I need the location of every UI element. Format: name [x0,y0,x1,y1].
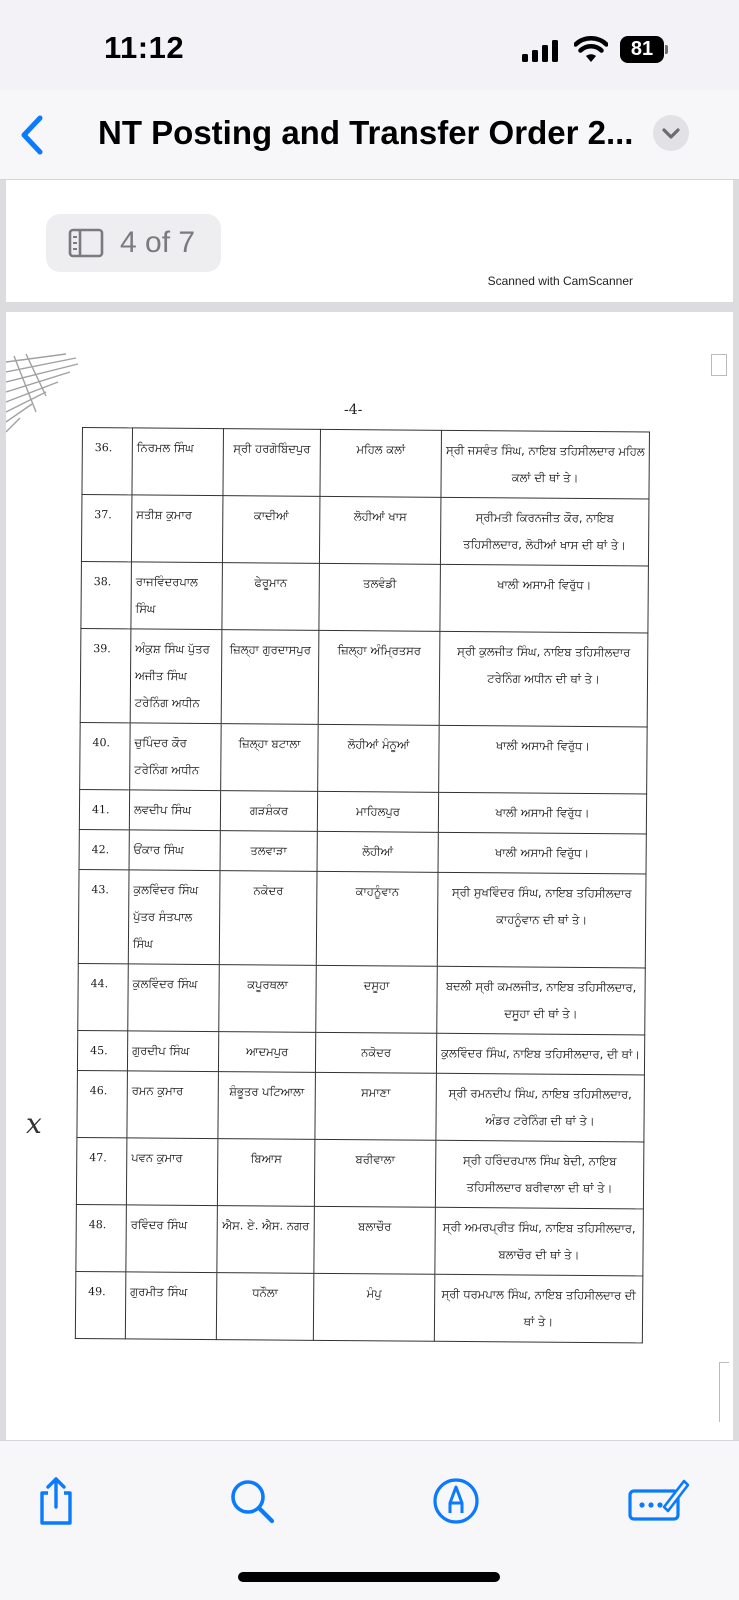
serial-number-cell: 36. [82,428,133,495]
chevron-down-icon [653,115,689,151]
markup-pen-icon [428,1473,484,1529]
remark-cell: ਖਾਲੀ ਅਸਾਮੀ ਵਿਰੁੱਧ। [438,832,646,874]
to-station-cell: ਨਕੋਦਰ [315,1032,436,1073]
chevron-left-icon [14,112,54,158]
from-station-cell: ਫੇਰੂਮਾਨ [222,563,320,631]
remark-cell: ਸ੍ਰੀ ਜਸਵੰਤ ਸਿੰਘ, ਨਾਇਬ ਤਹਿਸੀਲਦਾਰ ਮਹਿਲ ਕਲਾਂ ਦੀ ਥਾਂ ਤੇ। [441,430,650,499]
table-row [80,628,648,726]
name-cell: ਪਵਨ ਕੁਮਾਰ [126,1138,218,1206]
share-button[interactable] [28,1473,84,1529]
document-title[interactable]: NT Posting and Transfer Order 2... [98,114,634,151]
markup-button[interactable] [428,1473,484,1529]
handwritten-margin-mark: x [26,1107,42,1140]
table-row [78,869,646,967]
from-station-cell: ਧਨੌਲਾ [216,1273,314,1341]
table-row [81,561,649,632]
navigation-bar [0,90,739,180]
name-cell: ਸਤੀਸ਼ ਕੁਮਾਰ [131,495,223,563]
name-cell: ਚੁਪਿੰਦਰ ਕੌਰ ਟਰੇਨਿੰਗ ਅਧੀਨ [130,723,222,791]
table-row [77,1070,645,1141]
from-station-cell: ਕਾਦੀਆਂ [222,496,320,564]
name-cell: ਗੁਰਮੀਤ ਸਿੰਘ [125,1272,217,1340]
title-menu-button[interactable] [653,115,689,151]
name-cell: ਰਮਨ ਕੁਮਾਰ [127,1071,219,1139]
serial-number-cell: 38. [81,561,132,628]
from-station-cell: ਆਦਮਪੁਰ [218,1032,315,1073]
home-indicator [238,1572,500,1582]
transfer-table [75,427,650,1343]
remark-cell: ਖਾਲੀ ਅਸਾਮੀ ਵਿਰੁੱਧ। [439,725,648,794]
to-station-cell: ਲੋਹੀਆਂ ਮੰਨੂਆਂ [318,724,440,792]
to-station-cell: ਬਲਾਚੌਰ [314,1206,436,1274]
wifi-icon [574,36,608,64]
battery-level: 81 [620,36,664,63]
scanner-watermark: Scanned with CamScanner [487,274,633,288]
serial-number-cell: 45. [77,1030,127,1070]
to-station-cell: ਜ਼ਿਲ੍ਹਾ ਅੰਮ੍ਰਿਤਸਰ [318,630,440,725]
scan-edge [719,1362,729,1422]
serial-number-cell: 46. [77,1070,128,1137]
cellular-signal-icon [522,40,558,62]
status-time: 11:12 [104,30,185,65]
from-station-cell: ਤਲਵਾੜਾ [220,831,317,872]
name-cell: ਨਿਰਮਲ ਸਿੰਘ [132,428,224,496]
table-row [78,963,646,1034]
table-row [79,829,646,873]
search-button[interactable] [224,1473,280,1529]
from-station-cell: ਜ਼ਿਲ੍ਹਾ ਬਟਾਲਾ [221,724,319,792]
table-row [81,495,649,566]
serial-number-cell: 43. [78,869,129,963]
page-indicator[interactable] [46,214,221,272]
name-cell: ਲਵਦੀਪ ਸਿੰਘ [129,790,220,831]
from-station-cell: ਸ਼ੰਭੂਤਰ ਪਟਿਆਲਾ [218,1072,316,1140]
from-station-cell: ਨਕੋਦਰ [219,871,317,966]
share-icon [28,1473,84,1529]
sidebar-icon [68,228,104,258]
name-cell: ਕੁਲਵਿੰਦਰ ਸਿੰਘ [128,964,220,1032]
previous-page-bottom [6,180,733,302]
to-station-cell: ਲੋਹੀਆਂ ਖਾਸ [319,496,441,564]
from-station-cell: ਐਸ. ਏ. ਐਸ. ਨਗਰ [217,1206,315,1274]
document-page [6,312,733,1440]
from-station-cell: ਬਿਆਸ [217,1139,315,1207]
remark-cell: ਸ੍ਰੀ ਕੁਲਜੀਤ ਸਿੰਘ, ਨਾਇਬ ਤਹਿਸੀਲਦਾਰ ਟਰੇਨਿੰਗ ਅਧੀਨ ਦੀ ਥਾਂ ਤੇ। [439,631,648,727]
name-cell: ਰਵਿੰਦਰ ਸਿੰਘ [126,1205,218,1273]
table-row [79,789,646,833]
remark-cell: ਸ੍ਰੀ ਸੁਖਵਿੰਦਰ ਸਿੰਘ, ਨਾਇਬ ਤਹਿਸੀਲਦਾਰ ਕਾਹਨੂੰਵਾਨ ਦੀ ਥਾਂ ਤੇ। [437,872,646,968]
remark-cell: ਸ੍ਰੀਮਤੀ ਕਿਰਨਜੀਤ ਕੌਰ, ਨਾਇਬ ਤਹਿਸੀਲਦਾਰ, ਲੋਹੀਆਂ ਖਾਸ ਦੀ ਥਾਂ ਤੇ। [440,497,649,566]
to-station-cell: ਮੰਪੁ [313,1273,435,1341]
name-cell: ਕੁਲਵਿੰਦਰ ਸਿੰਘ ਪੁੱਤਰ ਸੰਤਪਾਲ ਸਿੰਘ [128,870,220,965]
document-viewer[interactable] [0,180,739,1440]
table-row [75,1271,643,1342]
from-station-cell: ਕਪੂਰਥਲਾ [219,965,317,1033]
back-button[interactable] [14,112,54,158]
table-row [80,722,648,793]
serial-number-cell: 44. [78,963,129,1030]
to-station-cell: ਕਾਹਨੂੰਵਾਨ [316,871,438,966]
serial-number-cell: 40. [80,722,131,789]
table-row [76,1137,644,1208]
name-cell: ਓਂਕਾਰ ਸਿੰਘ [129,830,220,871]
to-station-cell: ਦਸੂਹਾ [316,965,438,1033]
to-station-cell: ਤਲਵੰਡੀ [319,563,441,631]
remark-cell: ਸ੍ਰੀ ਹਰਿੰਦਰਪਾਲ ਸਿੰਘ ਬੇਦੀ, ਨਾਇਬ ਤਹਿਸੀਲਦਾਰ ਬਰੀਵਾਲਾ ਦੀ ਥਾਂ ਤੇ। [435,1140,644,1209]
to-station-cell: ਬਰੀਵਾਲਾ [314,1139,436,1207]
remark-cell: ਬਦਲੀ ਸ੍ਰੀ ਕਮਲਜੀਤ, ਨਾਇਬ ਤਹਿਸੀਲਦਾਰ, ਦਸੂਹਾ ਦੀ ਥਾਂ ਤੇ। [437,966,646,1035]
remark-cell: ਸ੍ਰੀ ਧਰਮਪਾਲ ਸਿੰਘ, ਨਾਇਬ ਤਹਿਸੀਲਦਾਰ ਦੀ ਥਾਂ ਤੇ। [434,1274,643,1343]
from-station-cell: ਗੜਸ਼ੰਕਰ [220,791,317,832]
serial-number-cell: 37. [81,495,132,562]
scan-smudge [6,352,84,444]
serial-number-cell: 41. [79,789,129,829]
from-station-cell: ਜ਼ਿਲ੍ਹਾ ਗੁਰਦਾਸਪੁਰ [221,630,319,725]
page-number-mark: -4- [344,402,363,418]
remark-cell: ਖਾਲੀ ਅਸਾਮੀ ਵਿਰੁੱਧ। [438,792,646,834]
table-row [76,1204,644,1275]
name-cell: ਗੁਰਦੀਪ ਸਿੰਘ [127,1031,218,1072]
name-cell: ਰਾਜਵਿੰਦਰਪਾਲ ਸਿੰਘ [131,562,223,630]
battery-icon [620,36,668,63]
name-cell: ਅੰਕੁਸ਼ ਸਿੰਘ ਪੁੱਤਰ ਅਜੀਤ ਸਿੰਘ ਟਰੇਨਿੰਗ ਅਧੀਨ [130,629,222,724]
serial-number-cell: 47. [76,1137,127,1204]
remark-cell: ਕੁਲਵਿੰਦਰ ਸਿੰਘ, ਨਾਇਬ ਤਹਿਸੀਲਦਾਰ, ਦੀ ਥਾਂ। [436,1033,644,1075]
remark-cell: ਸ੍ਰੀ ਰਮਨਦੀਪ ਸਿੰਘ, ਨਾਇਬ ਤਹਿਸੀਲਦਾਰ, ਅੰਡਰ ਟਰੇਨਿੰਗ ਦੀ ਥਾਂ ਤੇ। [436,1073,645,1142]
table-row [82,428,650,499]
table-row [77,1030,644,1074]
to-station-cell: ਲੋਹੀਆਂ [317,831,438,872]
fill-and-sign-icon [628,1473,690,1529]
remark-cell: ਖਾਲੀ ਅਸਾਮੀ ਵਿਰੁੱਧ। [440,564,649,633]
serial-number-cell: 49. [75,1271,126,1338]
page-indicator-label: 4 of 7 [120,226,196,259]
to-station-cell: ਸਮਾਣਾ [315,1072,437,1140]
serial-number-cell: 39. [80,628,131,722]
from-station-cell: ਸ੍ਰੀ ਹਰਗੋਬਿੰਦਪੁਰ [223,429,321,497]
to-station-cell: ਮਹਿਲ ਕਲਾਂ [320,429,442,497]
scan-corner-mark [711,354,727,376]
serial-number-cell: 48. [76,1204,127,1271]
status-bar [0,0,739,90]
serial-number-cell: 42. [79,829,129,869]
fill-and-sign-button[interactable] [628,1473,690,1529]
to-station-cell: ਮਾਹਿਲਪੁਰ [317,791,438,832]
search-icon [224,1473,280,1529]
remark-cell: ਸ੍ਰੀ ਅਮਰਪ੍ਰੀਤ ਸਿੰਘ, ਨਾਇਬ ਤਹਿਸੀਲਦਾਰ, ਬਲਾਚੌਰ ਦੀ ਥਾਂ ਤੇ। [435,1207,644,1276]
